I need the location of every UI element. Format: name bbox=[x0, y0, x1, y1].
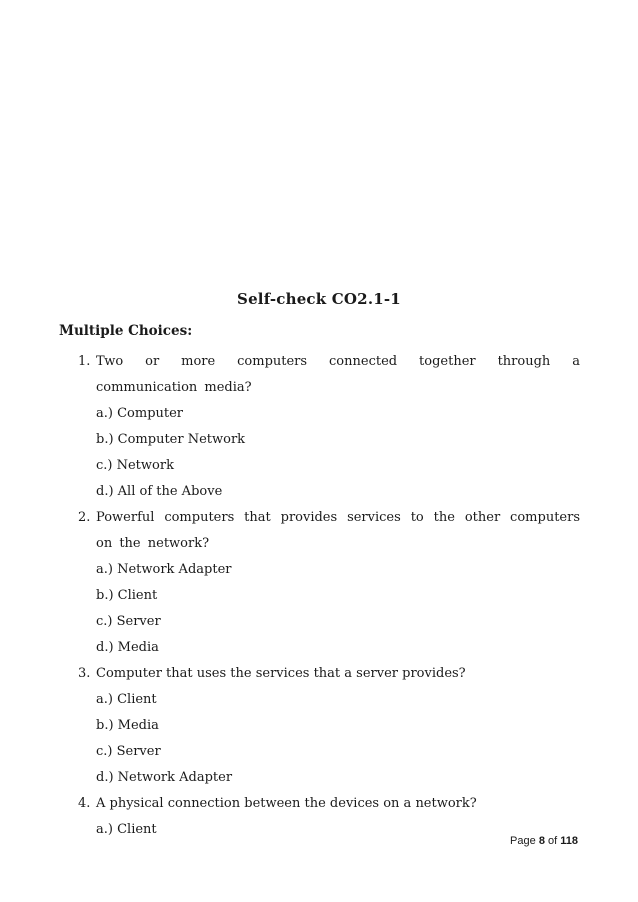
answer-option: a.) Computer bbox=[96, 406, 184, 421]
answer-option: d.) All of the Above bbox=[96, 484, 223, 499]
answer-option: d.) Network Adapter bbox=[96, 770, 233, 785]
answer-option: b.) Client bbox=[96, 588, 158, 603]
footer-of-word: of bbox=[548, 835, 558, 847]
question-number: 1. bbox=[78, 354, 91, 369]
answer-option: a.) Client bbox=[96, 822, 157, 837]
question-number: 3. bbox=[78, 666, 91, 681]
question-2 bbox=[0, 505, 638, 661]
footer-page-word: Page bbox=[510, 835, 536, 847]
question-text: Computer that uses the services that a server provides? bbox=[96, 666, 466, 681]
question-text: A physical connection between the devices on a network? bbox=[96, 796, 477, 811]
question-1 bbox=[0, 349, 638, 505]
answer-option: d.) Media bbox=[96, 640, 159, 655]
question-text: Powerful computers that provides services to the other computers on the network? bbox=[96, 510, 580, 551]
answer-option: c.) Server bbox=[96, 614, 161, 629]
footer-current-page: 8 bbox=[538, 835, 545, 847]
question-number: 2. bbox=[78, 510, 91, 525]
question-3 bbox=[0, 661, 638, 791]
question-list bbox=[0, 349, 638, 843]
answer-option: b.) Media bbox=[96, 718, 159, 733]
question-number: 4. bbox=[78, 796, 91, 811]
answer-option: a.) Network Adapter bbox=[96, 562, 232, 577]
page-title: Self-check CO2.1-1 bbox=[237, 290, 401, 308]
answer-option: c.) Server bbox=[96, 744, 161, 759]
question-text: Two or more computers connected together through a communication media? bbox=[96, 354, 580, 395]
answer-option: b.) Computer Network bbox=[96, 432, 246, 447]
section-heading: Multiple Choices: bbox=[59, 323, 193, 339]
answer-option: a.) Client bbox=[96, 692, 157, 707]
footer-total-pages: 118 bbox=[560, 835, 578, 847]
answer-option: c.) Network bbox=[96, 458, 174, 473]
page-number-footer bbox=[510, 835, 578, 847]
